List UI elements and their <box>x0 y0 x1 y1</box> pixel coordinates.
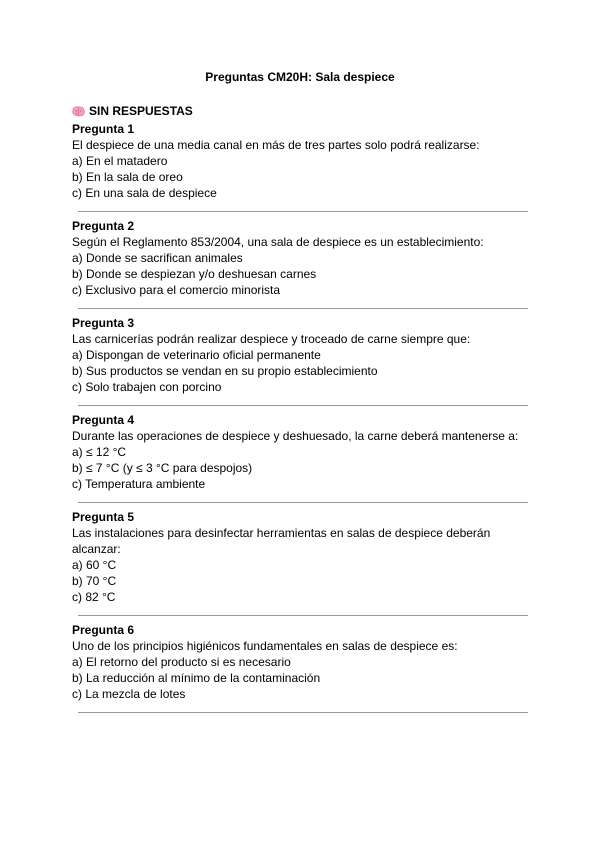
question-2 <box>72 218 532 298</box>
answer-option: b) ≤ 7 °C (y ≤ 3 °C para despojos) <box>72 461 253 475</box>
answer-option: c) 82 °C <box>72 590 116 604</box>
answer-option: c) Exclusivo para el comercio minorista <box>72 283 281 297</box>
question-text: Durante las operaciones de despiece y deshuesado, la carne deberá mantenerse a: <box>72 429 519 443</box>
question-text: Uno de los principios higiénicos fundamentales en salas de despiece es: <box>72 639 458 653</box>
question-title: Pregunta 1 <box>72 122 135 136</box>
question-divider <box>78 615 528 616</box>
answer-option: c) Temperatura ambiente <box>72 477 206 491</box>
answer-option: b) 70 °C <box>72 574 117 588</box>
section-heading-text: SIN RESPUESTAS <box>89 104 193 118</box>
question-title: Pregunta 5 <box>72 510 135 524</box>
answer-option: a) 60 °C <box>72 558 117 572</box>
question-divider <box>78 712 528 713</box>
answer-option: b) Sus productos se vendan en su propio establecimiento <box>72 364 378 378</box>
answer-option: a) El retorno del producto si es necesario <box>72 655 291 669</box>
brain-icon <box>72 106 85 117</box>
answer-option: c) La mezcla de lotes <box>72 687 186 701</box>
question-text: Las instalaciones para desinfectar herramientas en salas de despiece deberán alcanzar: <box>72 526 491 556</box>
answer-option: c) Solo trabajen con porcino <box>72 380 222 394</box>
answer-option: c) En una sala de despiece <box>72 186 217 200</box>
question-4 <box>72 412 532 492</box>
question-divider <box>78 502 528 503</box>
question-text: El despiece de una media canal en más de tres partes solo podrá realizarse: <box>72 138 480 152</box>
document-title: Preguntas CM20H: Sala despiece <box>205 70 395 84</box>
question-divider <box>78 211 528 212</box>
question-6 <box>72 622 532 702</box>
question-5 <box>72 509 532 605</box>
answer-option: a) Donde se sacrifican animales <box>72 251 243 265</box>
question-1 <box>72 121 532 201</box>
question-divider <box>78 308 528 309</box>
section-heading <box>72 104 532 119</box>
question-title: Pregunta 2 <box>72 219 135 233</box>
answer-option: b) La reducción al mínimo de la contaminación <box>72 671 321 685</box>
question-3 <box>72 315 532 395</box>
answer-option: b) Donde se despiezan y/o deshuesan carnes <box>72 267 317 281</box>
answer-option: b) En la sala de oreo <box>72 170 183 184</box>
question-title: Pregunta 3 <box>72 316 135 330</box>
answer-option: a) ≤ 12 °C <box>72 445 127 459</box>
answer-option: a) En el matadero <box>72 154 168 168</box>
question-text: Las carnicerías podrán realizar despiece y troceado de carne siempre que: <box>72 332 471 346</box>
question-title: Pregunta 4 <box>72 413 135 427</box>
answer-option: a) Dispongan de veterinario oficial permanente <box>72 348 321 362</box>
question-title: Pregunta 6 <box>72 623 135 637</box>
question-divider <box>78 405 528 406</box>
questions-section <box>72 104 532 713</box>
question-text: Según el Reglamento 853/2004, una sala de despiece es un establecimiento: <box>72 235 484 249</box>
